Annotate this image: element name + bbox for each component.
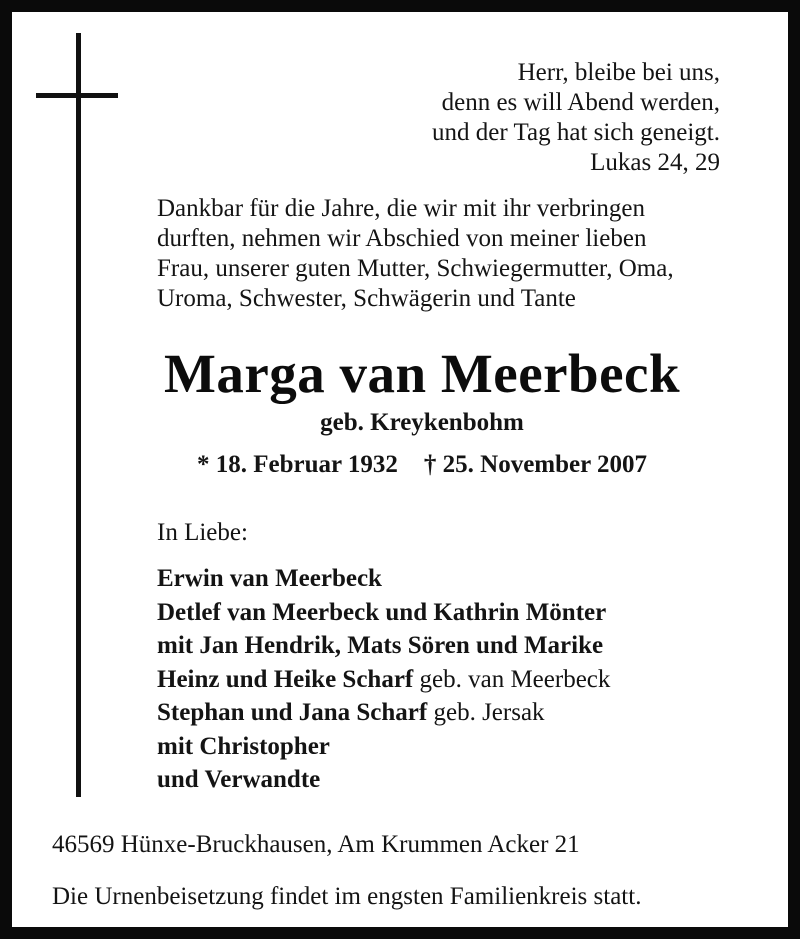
- mourner-name: und Verwandte: [157, 766, 321, 793]
- verse-line-1: Herr, bleibe bei uns,: [517, 59, 720, 86]
- mourner-line: [157, 730, 777, 764]
- intro-line-4: Uroma, Schwester, Schwägerin und Tante: [157, 285, 576, 312]
- death-dagger-icon: †: [423, 451, 437, 478]
- mourner-name: Detlef van Meerbeck und Kathrin Mönter: [157, 598, 607, 626]
- notice-content: [12, 12, 788, 927]
- mourner-suffix: geb. van Meerbeck: [413, 665, 611, 693]
- birth-date: 18. Februar 1932: [215, 451, 398, 478]
- mourner-line: [157, 596, 777, 630]
- mourner-line: [157, 629, 777, 663]
- mourners-heading: In Liebe:: [157, 519, 248, 546]
- deceased-dates: [72, 450, 772, 480]
- footer-address: 46569 Hünxe-Bruckhausen, Am Krummen Acker 21: [52, 831, 580, 858]
- mourners-block: [157, 518, 777, 797]
- death-date: 25. November 2007: [442, 451, 648, 478]
- verse-line-3: und der Tag hat sich geneigt.: [432, 119, 720, 146]
- mourner-name: Heinz und Heike Scharf: [157, 665, 414, 693]
- intro-line-3: Frau, unserer guten Mutter, Schwiegermutter, Oma,: [157, 255, 674, 282]
- mourner-name: Stephan und Jana Scharf: [157, 699, 428, 726]
- intro-line-1: Dankbar für die Jahre, die wir mit ihr verbringen: [157, 195, 646, 222]
- mourner-name: Erwin van Meerbeck: [157, 565, 382, 592]
- bible-verse-block: [312, 58, 720, 178]
- birth-star-icon: *: [196, 451, 210, 478]
- mourner-line: [157, 562, 777, 596]
- notice-paper: [12, 12, 788, 927]
- verse-reference: Lukas 24, 29: [590, 149, 720, 176]
- footer-note: Die Urnenbeisetzung findet im engsten Familienkreis statt.: [52, 883, 642, 910]
- intro-paragraph: [157, 194, 757, 314]
- mourner-line: [157, 763, 777, 797]
- death-date-group: [424, 451, 647, 478]
- deceased-name: Marga van Meerbeck: [163, 343, 681, 404]
- intro-line-2: durften, nehmen wir Abschied von meiner lieben: [157, 225, 647, 252]
- notice-footer: [52, 830, 772, 912]
- deceased-maiden-name: geb. Kreykenbohm: [320, 409, 524, 436]
- mourner-name: mit Jan Hendrik, Mats Sören und Marike: [157, 632, 604, 659]
- deceased-name-block: [72, 344, 772, 480]
- mourner-name: mit Christopher: [157, 732, 330, 760]
- mourner-suffix: geb. Jersak: [427, 699, 545, 726]
- mourner-line: [157, 663, 777, 697]
- verse-line-2: denn es will Abend werden,: [441, 89, 720, 116]
- birth-date-group: [197, 451, 398, 478]
- mourner-line: [157, 696, 777, 730]
